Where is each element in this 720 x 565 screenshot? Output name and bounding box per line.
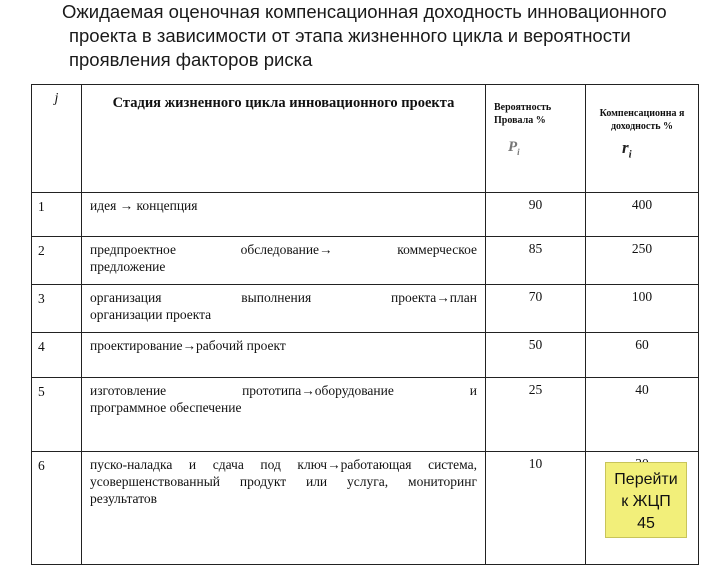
stage-cell (82, 193, 486, 237)
probability-value: 25 (486, 378, 586, 452)
stage-word: и (469, 383, 477, 398)
header-probability (486, 85, 586, 193)
row-number: 3 (32, 285, 82, 333)
compensation-symbol-sub: i (628, 148, 632, 161)
stage-text: пуско-наладка и сдача под ключ→работающая система, усовершенствованный продукт или услуга, мониторинг результатов (90, 457, 477, 506)
probability-value: 50 (486, 333, 586, 378)
goto-lifecycle-button[interactable] (605, 462, 687, 538)
header-compensation-label: Компенсационна я доходность % (599, 108, 685, 132)
table-row (32, 193, 699, 237)
row-number: 4 (32, 333, 82, 378)
stage-cell (82, 378, 486, 452)
header-stage: Стадия жизненного цикла инновационного проекта (82, 85, 486, 193)
stage-word: изготовление (90, 383, 167, 398)
row-number: 1 (32, 193, 82, 237)
stage-line-1 (90, 289, 477, 306)
stage-line-1 (90, 382, 477, 399)
title-line-1: Ожидаемая оценочная компенсационная доходность инновационного (62, 1, 667, 22)
row-number: 2 (32, 237, 82, 285)
probability-value: 70 (486, 285, 586, 333)
goto-label-line-1: Перейти (614, 471, 678, 488)
probability-value: 85 (486, 237, 586, 285)
row-number: 6 (32, 452, 82, 565)
table-row (32, 378, 699, 452)
title-line-3: проявления факторов риска (69, 49, 313, 70)
stage-line-2: предложение (90, 259, 166, 274)
table-row (32, 285, 699, 333)
table-row (32, 452, 699, 565)
table-header-row (32, 85, 699, 193)
stage-line-2: организации проекта (90, 307, 212, 322)
probability-value: 90 (486, 193, 586, 237)
stage-line-2: программное обеспечение (90, 400, 242, 415)
stage-text: идея → концепция (90, 198, 198, 213)
stage-word: предпроектное (90, 242, 176, 257)
stage-word: прототипа→оборудование (242, 383, 394, 398)
probability-symbol: $P_i$ (508, 139, 520, 157)
stage-word: проекта→план (390, 290, 477, 305)
header-probability-label: Вероятность Провала % (494, 102, 552, 126)
table-row (32, 237, 699, 285)
stage-text: проектирование→рабочий проект (90, 338, 286, 353)
table-row (32, 333, 699, 378)
compensation-value: 60 (586, 333, 699, 378)
compensation-value: 100 (586, 285, 699, 333)
stage-word: организация (90, 290, 162, 305)
header-j: j (32, 85, 82, 193)
goto-label-line-2: к ЖЦП (621, 493, 671, 510)
stage-cell (82, 285, 486, 333)
stage-word: обследование→ (240, 242, 333, 257)
stage-cell (82, 333, 486, 378)
stage-line-1 (90, 241, 477, 258)
probability-symbol-sub: i (517, 147, 520, 157)
compensation-value: 250 (586, 237, 699, 285)
stage-cell (82, 237, 486, 285)
compensation-value: 40 (586, 378, 699, 452)
risk-table (31, 84, 699, 565)
slide-title (62, 0, 718, 72)
compensation-symbol: $r_i$ (622, 138, 632, 161)
stage-cell (82, 452, 486, 565)
row-number: 5 (32, 378, 82, 452)
compensation-value: 400 (586, 193, 699, 237)
goto-label-line-3: 45 (637, 515, 655, 532)
stage-word: коммерческое (397, 242, 477, 257)
stage-word: выполнения (241, 290, 312, 305)
probability-value: 10 (486, 452, 586, 565)
header-compensation (586, 85, 699, 193)
title-line-2: проекта в зависимости от этапа жизненного цикла и вероятности (69, 25, 631, 46)
